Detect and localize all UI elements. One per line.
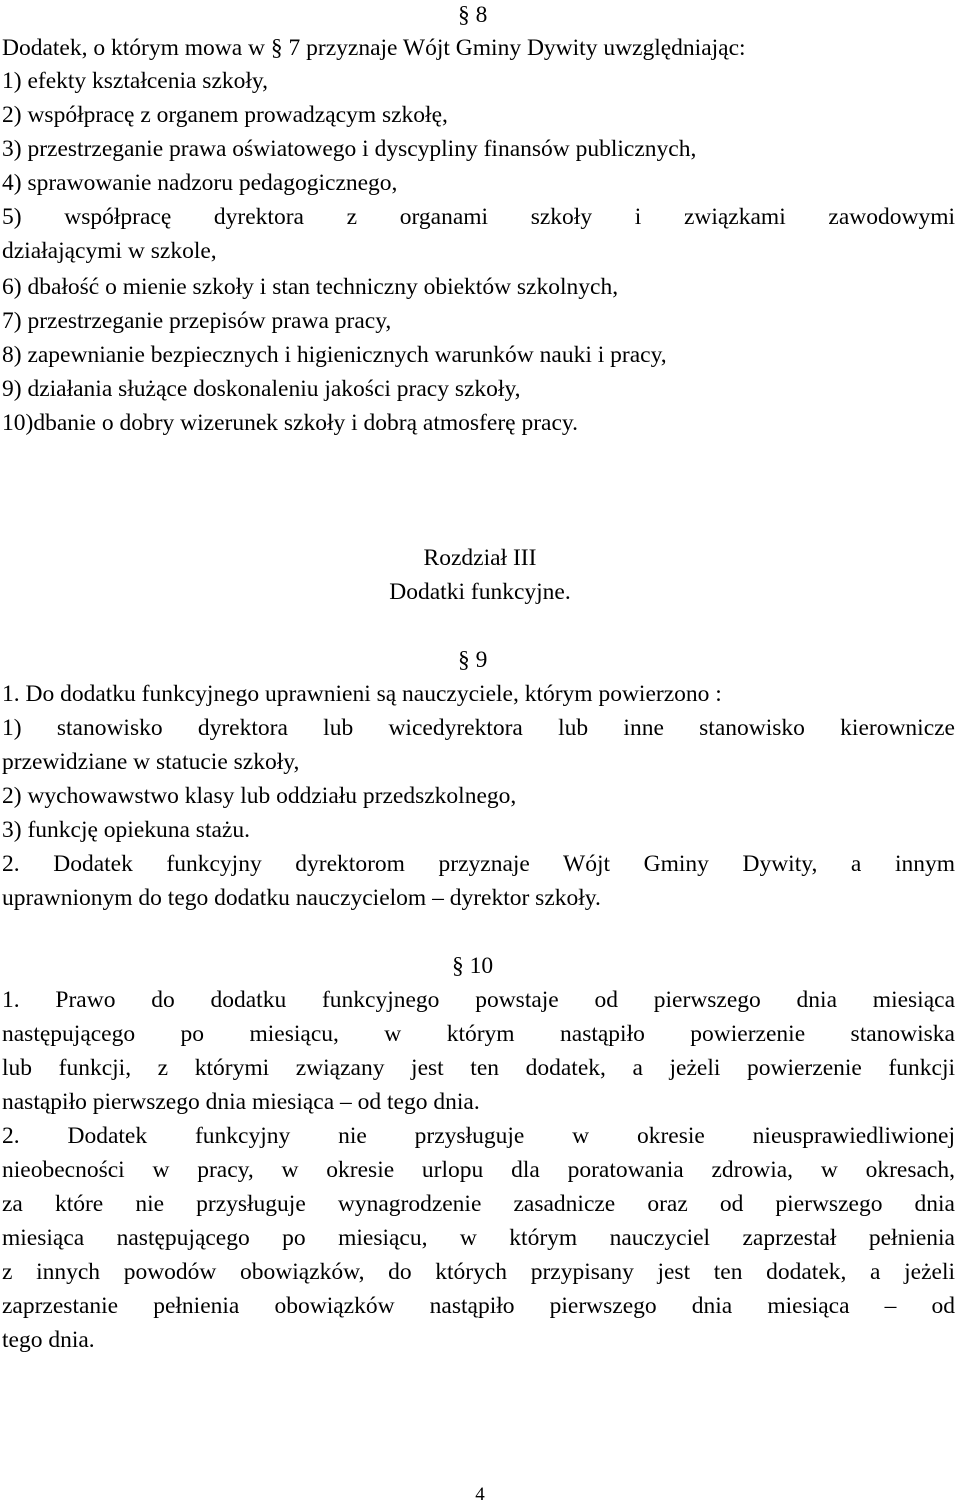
par8-item: 6) dbałość o mienie szkoły i stan techniczny obiektów szkolnych, bbox=[2, 274, 619, 300]
par8-item: 4) sprawowanie nadzoru pedagogicznego, bbox=[2, 170, 398, 196]
par8-item: 1) efekty kształcenia szkoły, bbox=[2, 68, 269, 94]
page-number: 4 bbox=[475, 1484, 485, 1505]
par10-line: 1. Prawo do dodatku funkcyjnego powstaje od pierwszego dnia miesiąca bbox=[2, 987, 955, 1013]
par10-line: za które nie przysługuje wynagrodzenie zasadnicze oraz od pierwszego dnia bbox=[2, 1191, 955, 1217]
section-9-heading: § 9 bbox=[458, 647, 488, 673]
par8-item: 10)dbanie o dobry wizerunek szkoły i dobrą atmosferę pracy. bbox=[2, 410, 578, 436]
chapter-title: Rozdział III bbox=[423, 545, 537, 571]
par10-line: lub funkcji, z którymi związany jest ten dodatek, a jeżeli powierzenie funkcji bbox=[2, 1055, 955, 1081]
par10-line: nieobecności w pracy, w okresie urlopu dla poratowania zdrowia, w okresach, bbox=[2, 1157, 955, 1183]
par10-line: miesiąca następującego po miesiącu, w którym nauczyciel zaprzestał pełnienia bbox=[2, 1225, 955, 1251]
par8-item: 2) współpracę z organem prowadzącym szkołę, bbox=[2, 102, 448, 128]
section-8-heading: § 8 bbox=[458, 2, 488, 28]
par8-item: 7) przestrzeganie przepisów prawa pracy, bbox=[2, 308, 392, 334]
par8-item: 9) działania służące doskonaleniu jakości pracy szkoły, bbox=[2, 376, 521, 402]
par8-item: 3) przestrzeganie prawa oświatowego i dyscypliny finansów publicznych, bbox=[2, 136, 697, 162]
par8-item: 8) zapewnianie bezpiecznych i higienicznych warunków nauki i pracy, bbox=[2, 342, 667, 368]
par10-line: następującego po miesiącu, w którym nastąpiło powierzenie stanowiska bbox=[2, 1021, 955, 1047]
par10-line: zaprzestanie pełnienia obowiązków nastąpiło pierwszego dnia miesiąca – od bbox=[2, 1293, 955, 1319]
par8-intro: Dodatek, o którym mowa w § 7 przyznaje Wójt Gminy Dywity uwzględniając: bbox=[2, 35, 746, 61]
par9-line: 2) wychowawstwo klasy lub oddziału przedszkolnego, bbox=[2, 783, 517, 809]
par9-line: 1. Do dodatku funkcyjnego uprawnieni są nauczyciele, którym powierzono : bbox=[2, 681, 722, 707]
par9-line: 2. Dodatek funkcyjny dyrektorom przyznaje Wójt Gminy Dywity, a innym bbox=[2, 851, 955, 877]
chapter-subtitle: Dodatki funkcyjne. bbox=[389, 579, 571, 605]
par9-line: przewidziane w statucie szkoły, bbox=[2, 749, 300, 775]
par9-line: 3) funkcję opiekuna stażu. bbox=[2, 817, 250, 843]
section-10-heading: § 10 bbox=[452, 953, 494, 979]
par10-line: nastąpiło pierwszego dnia miesiąca – od tego dnia. bbox=[2, 1089, 480, 1115]
par8-item: działającymi w szkole, bbox=[2, 238, 217, 264]
par10-line: tego dnia. bbox=[2, 1327, 95, 1353]
par9-line: 1) stanowisko dyrektora lub wicedyrektora lub inne stanowisko kierownicze bbox=[2, 715, 955, 741]
par8-item: 5) współpracę dyrektora z organami szkoły i związkami zawodowymi bbox=[2, 204, 955, 230]
par10-line: 2. Dodatek funkcyjny nie przysługuje w okresie nieusprawiedliwionej bbox=[2, 1123, 955, 1149]
par9-line: uprawnionym do tego dodatku nauczycielom – dyrektor szkoły. bbox=[2, 885, 601, 911]
par10-line: z innych powodów obowiązków, do których przypisany jest ten dodatek, a jeżeli bbox=[2, 1259, 955, 1285]
